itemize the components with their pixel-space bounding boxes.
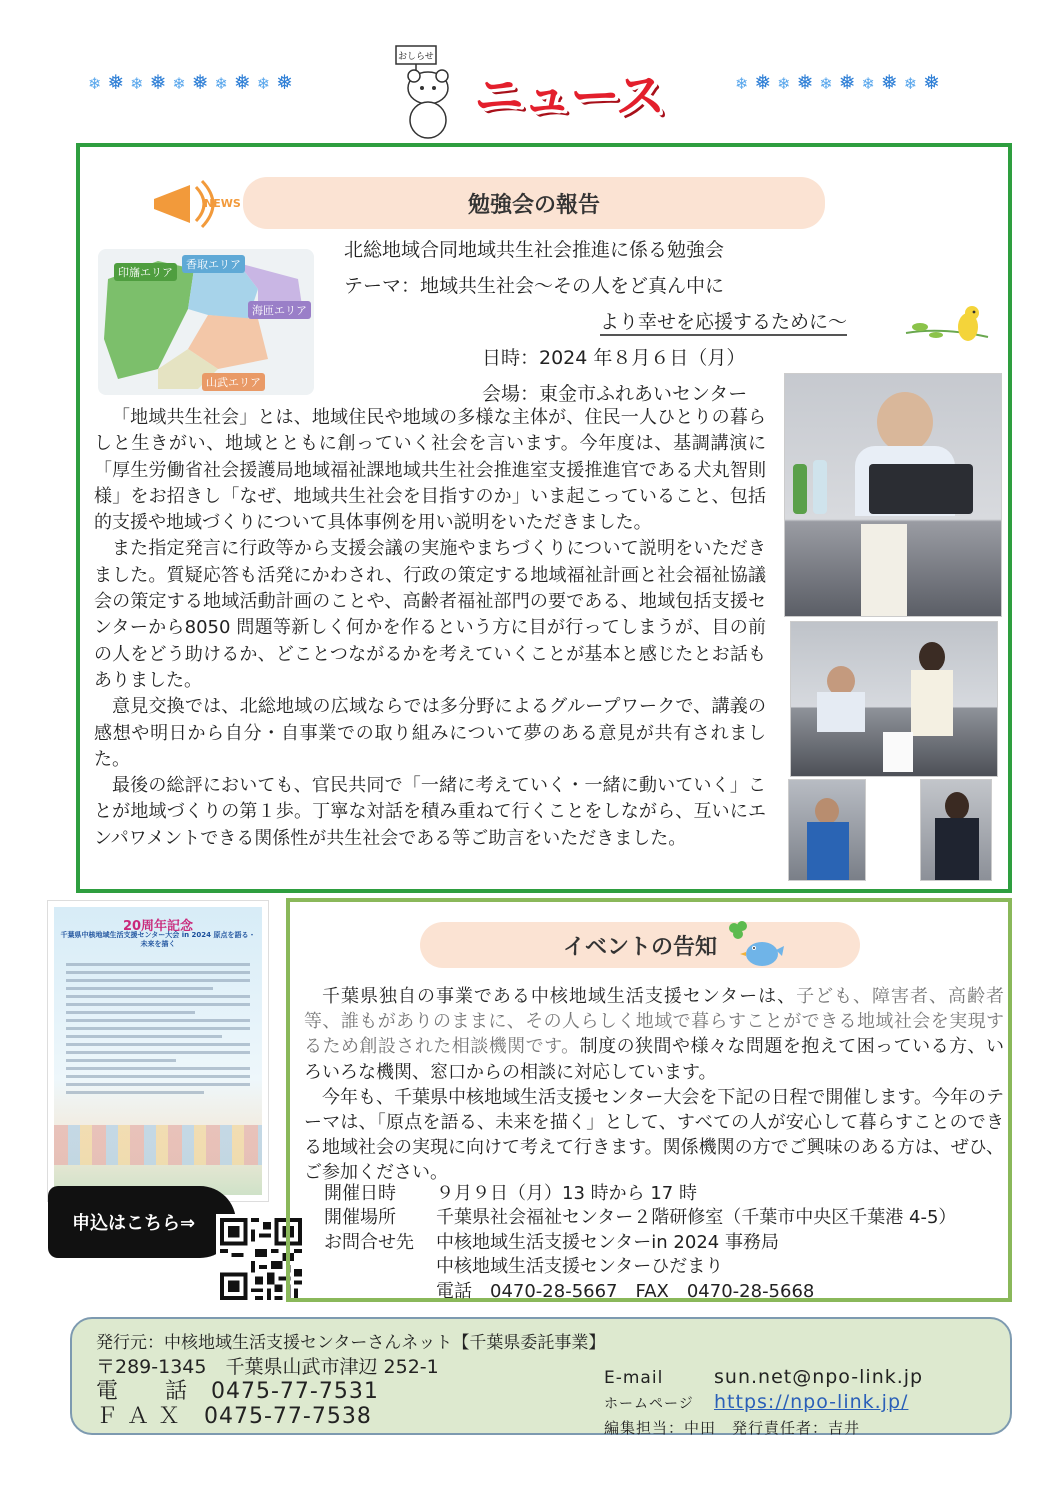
email-label: E-mail bbox=[604, 1368, 664, 1388]
snowflake-icon: ❄ bbox=[130, 74, 144, 93]
study-paragraph: また指定発言に行政等から支援会議の実施やまちづくりについて説明をいただきました。質疑応答も活発にかわされ、行政の策定する地域福祉計画と社会福祉協議会の策定する地域活動計画のことや、高齢者福祉部門の要である、地域包括支援センターから8050 問題等新しく何かを作るという方に目が行ってしまうが、目の前の人をどう助けるか、どことつながるかを考えていくことが基本と感じたとお話もありました。 bbox=[94, 538, 766, 691]
study-paragraph: 「地域共生社会」とは、地域住民や地域の多様な主体が、住民一人ひとりの暮らしと生きがい、地域とともに創っていく社会を言います。今年度は、基調講演に「厚生労働省社会援護局地域福祉課地域共生社会推進室支援推進官である犬丸智則様」をお招きし「なぜ、地域共生社会を目指すのか」いま起こっていること、包括的支援や地域づくりについて具体事例を用い説明をいただきました。 bbox=[94, 407, 766, 534]
snowflake-icon: ❅ bbox=[754, 70, 772, 94]
study-title: 北総地域合同地域共生社会推進に係る勉強会 bbox=[344, 239, 725, 261]
map-label-katori: 香取エリア bbox=[182, 255, 245, 273]
clover-bird-icon bbox=[724, 920, 784, 972]
snowflake-icon: ❅ bbox=[796, 70, 814, 94]
map-label-inba: 印旛エリア bbox=[114, 263, 177, 281]
footer-publisher-info bbox=[96, 1331, 605, 1429]
snowflake-garland-right bbox=[735, 70, 940, 94]
snowflake-icon: ❄ bbox=[735, 74, 749, 93]
section-heading: 勉強会の報告 bbox=[243, 177, 825, 229]
info-label: 開催日時 bbox=[324, 1183, 396, 1204]
event-paragraph bbox=[304, 984, 1004, 1085]
address: 〒289-1345 千葉県山武市津辺 252-1 bbox=[96, 1356, 439, 1378]
photo-participant-1 bbox=[788, 779, 866, 881]
snowflake-garland-left bbox=[88, 70, 293, 94]
info-value: 千葉県社会福祉センター２階研修室（千葉市中央区千葉港 4-5） bbox=[436, 1207, 957, 1229]
header bbox=[0, 40, 1058, 140]
homepage-label: ホームページ bbox=[604, 1396, 694, 1412]
info-value: 電話 0470-28-5667 FAX 0470-28-5668 bbox=[436, 1280, 815, 1302]
editor-info: 編集担当：中田 発行責任者：吉井 bbox=[604, 1419, 861, 1437]
event-flyer bbox=[47, 900, 269, 1202]
phone-number: 電 話 0475-77-7531 bbox=[96, 1379, 379, 1404]
section-heading: イベントの告知 bbox=[420, 922, 860, 968]
study-date: 日時：2024 年８月６日（月） bbox=[482, 347, 746, 369]
study-theme-cont: より幸せを応援するために～ bbox=[600, 307, 847, 336]
snowflake-icon: ❄ bbox=[88, 74, 102, 93]
event-place-row bbox=[324, 1206, 956, 1230]
snowflake-icon: ❄ bbox=[256, 74, 271, 93]
event-contact-row bbox=[324, 1231, 956, 1255]
info-value: ９月９日（月）13 時から 17 時 bbox=[436, 1183, 697, 1204]
apply-button[interactable]: 申込はこちら⇒ bbox=[48, 1186, 236, 1258]
footer-contact bbox=[604, 1365, 923, 1440]
study-body bbox=[94, 405, 766, 852]
snowflake-icon: ❅ bbox=[149, 70, 167, 94]
flyer-title: 20周年記念 bbox=[122, 919, 194, 934]
snowflake-icon: ❅ bbox=[107, 70, 125, 94]
page-title: ニュース bbox=[474, 67, 664, 125]
event-text: 制度の狭間や様々な問題を抱えて困っている方、いろいろな機関、窓口からの相談に対応しています。 bbox=[304, 1036, 1005, 1083]
snowflake-icon: ❄ bbox=[172, 74, 186, 93]
study-paragraph: 意見交換では、北総地域の広域ならでは多分野によるグループワークで、講義の感想や明日から自分・自事業での取り組みについて夢のある意見が共有されました。 bbox=[94, 696, 766, 770]
info-value: 中核地域生活支援センターin 2024 事務局 bbox=[436, 1231, 779, 1253]
snowflake-icon: ❅ bbox=[838, 70, 856, 94]
study-paragraph: 最後の総評においても、官民共同で「一緒に考えていく・一緒に動いていく」ことが地域づくりの第１歩。丁寧な対話を積み重ねて行くことをしながら、互いにエンパワメントできる関係性が共生社会である等ご助言をいただきました。 bbox=[94, 775, 766, 849]
event-body bbox=[304, 984, 1004, 1186]
flyer-city-illustration bbox=[54, 1125, 262, 1165]
snowflake-icon: ❄ bbox=[777, 74, 791, 93]
event-contact-row bbox=[324, 1255, 956, 1279]
event-text-gray: 子ども、障害者、高齢者等、誰もがありのままに、その人らしく地域で暮らすことができる地域社会を実現するため創設された相談機関です。 bbox=[304, 986, 1004, 1058]
fax-number: Ｆ Ａ Ｘ 0475-77-7538 bbox=[96, 1404, 372, 1429]
event-contact-row bbox=[324, 1280, 956, 1304]
flyer-subtitle: 千葉県中核地域生活支援センター大会 in 2024 原点を語る・未来を描く bbox=[60, 931, 256, 948]
news-tag: NEWS bbox=[204, 197, 241, 210]
photo-participant-2 bbox=[920, 779, 992, 881]
footer bbox=[70, 1317, 1012, 1435]
snowflake-icon: ❅ bbox=[191, 70, 209, 94]
map-label-kaiso: 海匝エリア bbox=[248, 301, 311, 319]
info-label: 開催場所 bbox=[324, 1207, 396, 1229]
event-info bbox=[324, 1182, 956, 1304]
snowflake-icon: ❄ bbox=[903, 74, 918, 93]
snowflake-icon: ❅ bbox=[923, 70, 940, 94]
info-value: 中核地域生活支援センターひだまり bbox=[436, 1256, 724, 1278]
study-venue: 会場：東金市ふれあいセンター bbox=[482, 383, 748, 405]
photo-speakers bbox=[790, 621, 998, 777]
event-paragraph: 今年も、千葉県中核地域生活支援センター大会を下記の日程で開催します。今年のテーマは、「原点を語る、未来を描く」として、すべての人が安心して暮らすことのできる地域社会の実現に向けて考えて行きます。関係機関の方でご興味のある方は、ぜひ、ご参加ください。 bbox=[304, 1086, 1004, 1184]
snowflake-icon: ❅ bbox=[880, 70, 898, 94]
info-label: お問合せ先 bbox=[324, 1231, 414, 1253]
event-text: 千葉県独自の事業である中核地域生活支援センターは、 bbox=[322, 986, 797, 1007]
snowflake-icon: ❅ bbox=[233, 70, 251, 94]
email-address[interactable]: sun.net@npo-link.jp bbox=[714, 1366, 924, 1388]
sign-text: おしらせ bbox=[398, 52, 434, 62]
event-date-row bbox=[324, 1182, 956, 1206]
area-map bbox=[98, 249, 314, 395]
flyer-text-lines bbox=[66, 963, 250, 1099]
snowflake-icon: ❄ bbox=[214, 74, 228, 93]
photo-lecturer bbox=[784, 373, 1002, 617]
snowflake-icon: ❄ bbox=[819, 74, 833, 93]
bird-on-branch-icon bbox=[902, 297, 992, 347]
snowflake-icon: ❅ bbox=[276, 70, 293, 94]
map-label-sanbu: 山武エリア bbox=[202, 373, 265, 391]
event-flyer-image bbox=[54, 907, 262, 1195]
event-section bbox=[286, 898, 1012, 1302]
study-report-section bbox=[76, 143, 1012, 893]
study-theme: テーマ：地域共生社会～その人をど真ん中に bbox=[344, 275, 725, 297]
publisher: 発行元：中核地域生活支援センターさんネット【千葉県委託事業】 bbox=[96, 1333, 606, 1353]
snowflake-icon: ❄ bbox=[861, 74, 875, 93]
homepage-link[interactable]: https://npo-link.jp/ bbox=[714, 1391, 909, 1413]
